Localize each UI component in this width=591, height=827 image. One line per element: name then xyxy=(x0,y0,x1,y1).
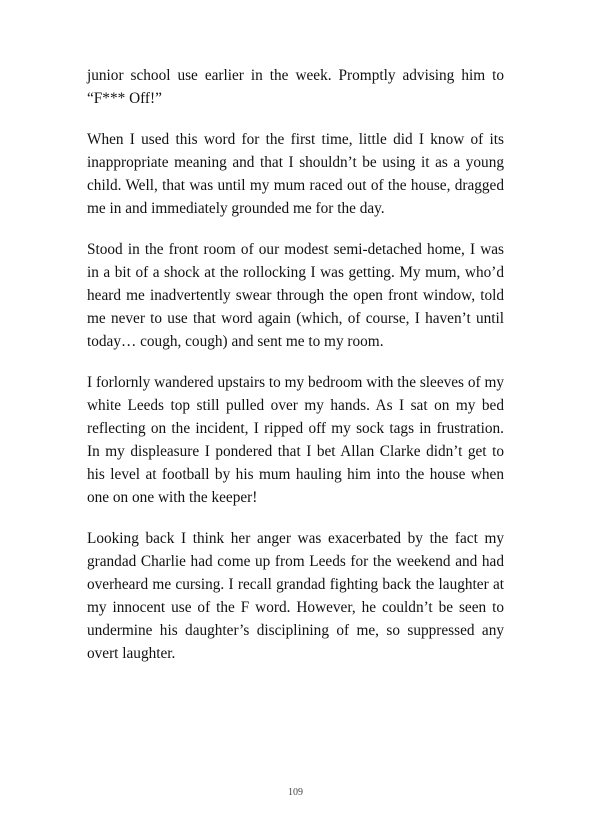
paragraph-1: junior school use earlier in the week. Promptly advising him to “F*** Off!” xyxy=(87,67,504,107)
page-number: 109 xyxy=(288,787,303,798)
body-text xyxy=(87,64,504,683)
paragraph-5: Looking back I think her anger was exacerbated by the fact my grandad Charlie had come up from Leeds for the weekend and had overheard me cursing. I recall grandad fighting back the laughter at my innocent use of the F word. However, he couldn’t be seen to undermine his daughter’s disciplining of me, so suppressed any overt laughter. xyxy=(87,530,504,662)
paragraph-2: When I used this word for the first time, little did I know of its inappropriate meaning and that I shouldn’t be using it as a young child. Well, that was until my mum raced out of the house, dragged me in and immediately grounded me for the day. xyxy=(87,131,504,217)
paragraph-3: Stood in the front room of our modest semi-detached home, I was in a bit of a shock at the rollocking I was getting. My mum, who’d heard me inadvertently swear through the open front window, told me never to use that word again (which, of course, I haven’t until today… cough, cough) and sent me to my room. xyxy=(87,241,504,350)
paragraph-4: I forlornly wandered upstairs to my bedroom with the sleeves of my white Leeds top still pulled over my hands. As I sat on my bed reflecting on the incident, I ripped off my sock tags in frustration. In my displeasure I pondered that I bet Allan Clarke didn’t get to his level at football by his mum hauling him into the house when one on one with the keeper! xyxy=(87,374,504,506)
